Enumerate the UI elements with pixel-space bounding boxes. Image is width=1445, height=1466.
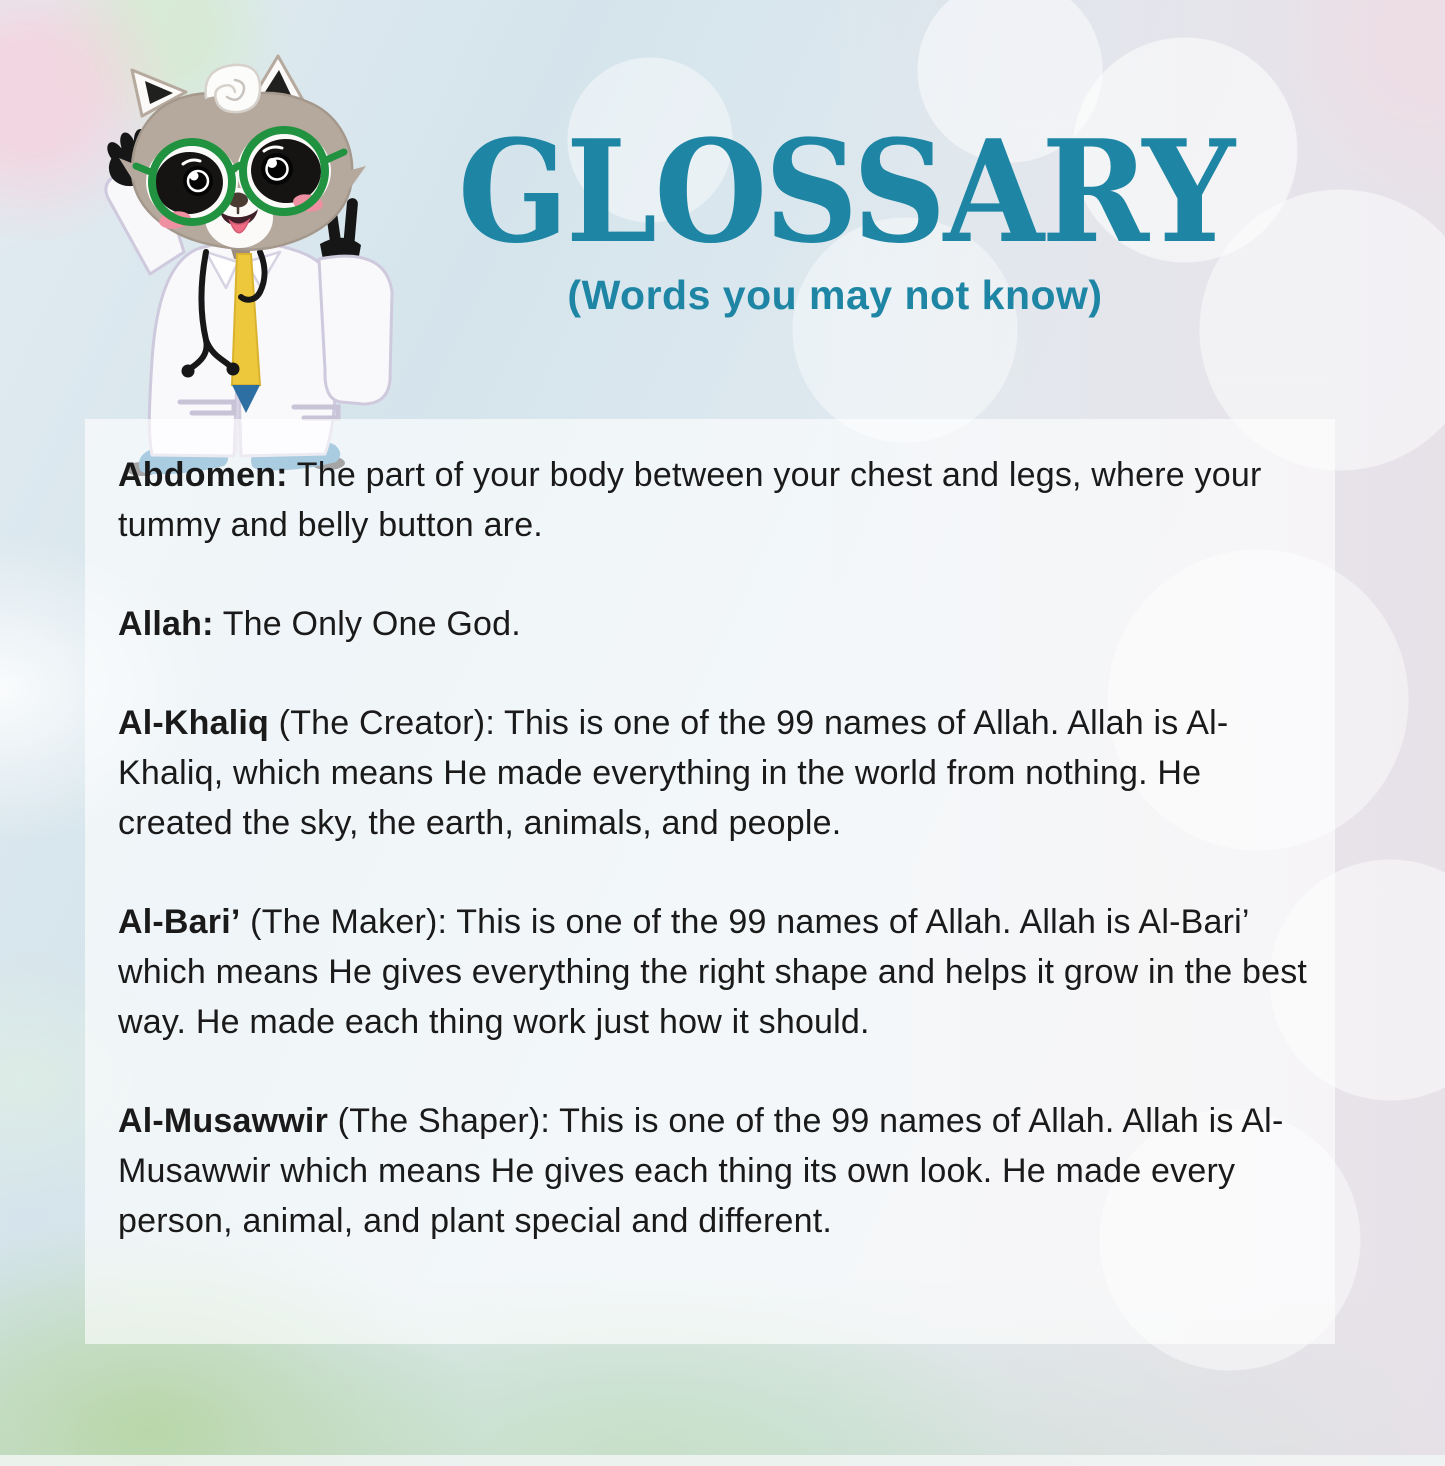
glossary-entry (118, 897, 1323, 1047)
glossary-definition: (The Creator): This is one of the 99 names of Allah. Allah is Al-Khaliq, which means He made everything in the world from nothing. He created the sky, the earth, animals, and people. (118, 704, 1229, 842)
glossary-panel (85, 419, 1335, 1344)
glossary-entry (118, 698, 1323, 848)
glossary-entry (118, 1096, 1323, 1246)
page-bottom-edge (0, 1455, 1445, 1466)
glossary-term: Al-Musawwir (118, 1102, 329, 1140)
glossary-list (118, 450, 1323, 1295)
page-subtitle: (Words you may not know) (567, 272, 1103, 318)
raccoon-doctor-icon (88, 52, 418, 482)
page-title: GLOSSARY (457, 110, 1233, 275)
glossary-definition: (The Shaper): This is one of the 99 names of Allah. Allah is Al-Musawwir which means He gives each thing its own look. He made every person, animal, and plant special and different. (118, 1102, 1284, 1240)
glossary-entry (118, 599, 1323, 649)
page-header (425, 110, 1245, 319)
glossary-definition: (The Maker): This is one of the 99 names of Allah. Allah is Al-Bari’ which means He gives everything the right shape and helps it grow in the best way. He made each thing work just how it should. (118, 903, 1308, 1041)
glossary-term: Abdomen: (118, 456, 288, 494)
glossary-term: Al-Khaliq (118, 704, 270, 742)
glossary-definition: The part of your body between your chest and legs, where your tummy and belly button are. (118, 456, 1262, 544)
glossary-entry (118, 450, 1323, 550)
glossary-term: Allah: (118, 605, 214, 643)
glossary-definition: The Only One God. (222, 605, 521, 643)
glossary-term: Al-Bari’ (118, 903, 241, 941)
